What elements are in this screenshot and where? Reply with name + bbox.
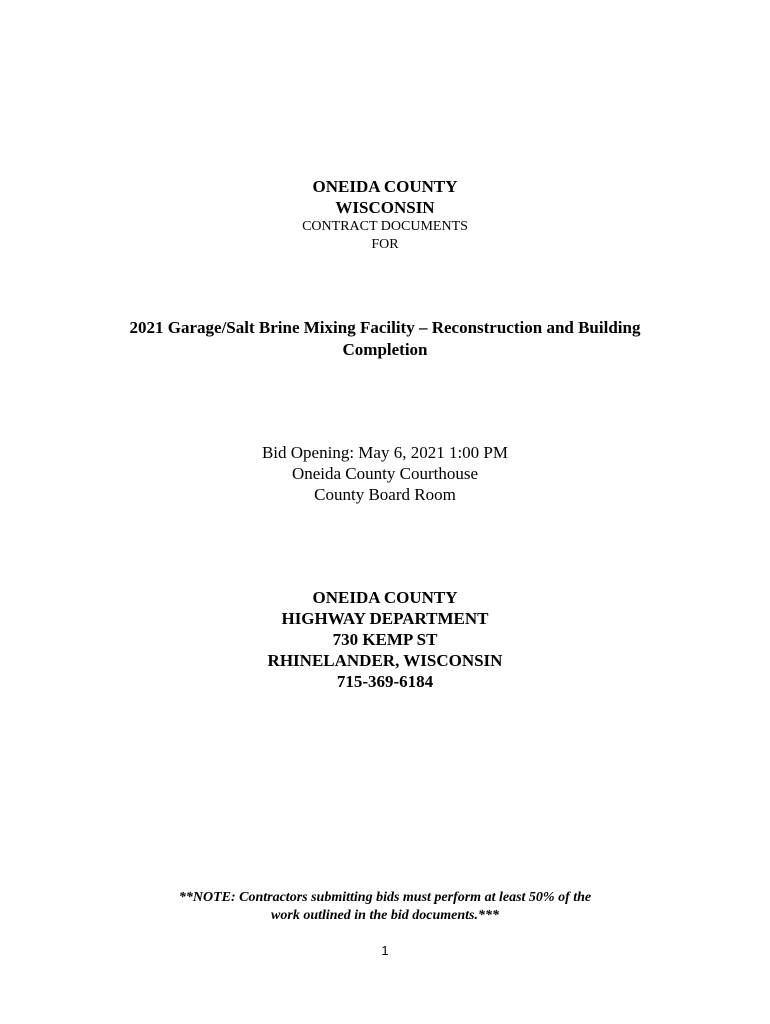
bid-opening-date: Bid Opening: May 6, 2021 1:00 PM — [261, 443, 509, 462]
bid-room: County Board Room — [314, 485, 456, 504]
department-name: HIGHWAY DEPARTMENT — [281, 609, 489, 628]
project-title-line-2: Completion — [342, 340, 428, 359]
bid-location: Oneida County Courthouse — [291, 464, 479, 483]
state-heading: WISCONSIN — [335, 198, 435, 217]
bid-opening-info — [0, 442, 770, 505]
department-city: RHINELANDER, WISCONSIN — [267, 651, 503, 670]
note-line-2: work outlined in the bid documents.*** — [271, 908, 499, 923]
for-label: FOR — [371, 237, 399, 252]
contractor-note — [0, 889, 770, 925]
project-title-line-1: 2021 Garage/Salt Brine Mixing Facility – Reconstruction and Building — [129, 318, 641, 337]
department-phone: 715-369-6184 — [336, 672, 434, 691]
cover-header — [0, 176, 770, 254]
note-line-1: **NOTE: Contractors submitting bids must perform at least 50% of the — [178, 890, 592, 905]
department-county: ONEIDA COUNTY — [312, 588, 458, 607]
page-number: 1 — [381, 943, 389, 958]
document-type: CONTRACT DOCUMENTS — [302, 219, 468, 234]
county-heading: ONEIDA COUNTY — [312, 177, 458, 196]
department-street: 730 KEMP ST — [332, 630, 438, 649]
department-address — [0, 587, 770, 692]
project-title — [0, 317, 770, 361]
